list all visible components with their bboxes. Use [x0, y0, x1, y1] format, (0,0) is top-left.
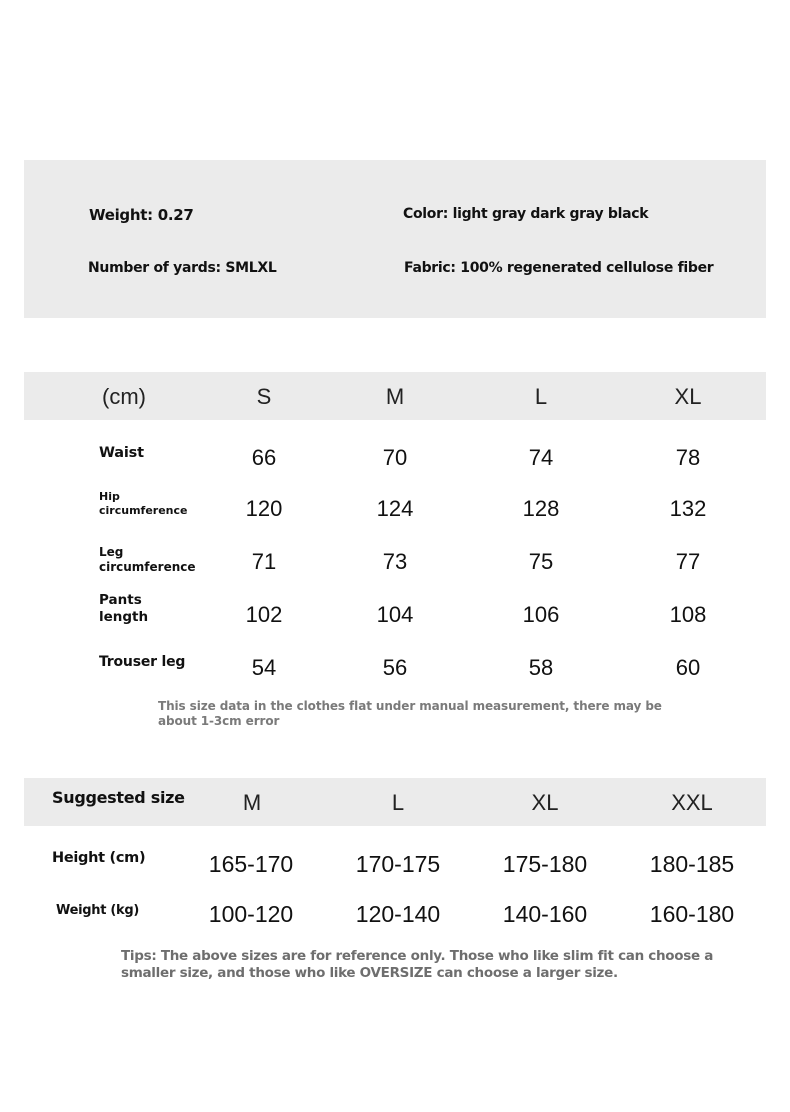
table-cell: 71 — [251, 549, 277, 574]
row-label-line: Pants — [99, 592, 142, 608]
suggest-table-title: Suggested size — [52, 788, 185, 807]
size-col-m: M — [385, 384, 405, 409]
table-cell: 73 — [382, 549, 408, 574]
table-cell: 66 — [251, 445, 277, 470]
table-cell: 70 — [382, 445, 408, 470]
row-label-line: circumference — [99, 560, 196, 574]
suggest-col-l: L — [391, 790, 405, 815]
size-col-xl: XL — [674, 384, 702, 409]
row-label-weight: Weight (kg) — [56, 903, 139, 918]
table-cell: 175-180 — [502, 851, 588, 877]
product-info-panel — [24, 160, 766, 318]
table-cell: 108 — [669, 602, 707, 627]
table-cell: 160-180 — [649, 901, 735, 927]
table-cell: 132 — [669, 496, 707, 521]
size-col-s: S — [256, 384, 272, 409]
table-cell: 120 — [245, 496, 283, 521]
table-cell: 140-160 — [502, 901, 588, 927]
suggest-col-xl: XL — [531, 790, 559, 815]
table-cell: 56 — [382, 655, 408, 680]
table-cell: 60 — [675, 655, 701, 680]
table-cell: 170-175 — [355, 851, 441, 877]
row-label-line: length — [99, 609, 149, 625]
table-cell: 124 — [376, 496, 414, 521]
table-cell: 165-170 — [208, 851, 294, 877]
row-label-height: Height (cm) — [52, 850, 146, 866]
table-cell: 120-140 — [355, 901, 441, 927]
table-cell: 75 — [528, 549, 554, 574]
table-cell: 100-120 — [208, 901, 294, 927]
table-cell: 102 — [245, 602, 283, 627]
tips-line: Tips: The above sizes are for reference only. Those who like slim fit can choose a — [121, 948, 714, 964]
table-cell: 104 — [376, 602, 414, 627]
table-cell: 74 — [528, 445, 554, 470]
suggest-col-m: M — [242, 790, 262, 815]
yards-info: Number of yards: SMLXL — [88, 260, 277, 276]
row-label-leg — [99, 545, 196, 575]
row-label-line: Leg — [99, 545, 124, 559]
table-cell: 78 — [675, 445, 701, 470]
size-table-unit: (cm) — [102, 384, 146, 409]
row-label-hip — [99, 490, 187, 518]
row-label-trouser-leg: Trouser leg — [99, 654, 186, 670]
color-info: Color: light gray dark gray black — [403, 206, 649, 222]
note-line: about 1-3cm error — [158, 714, 280, 728]
note-line: This size data in the clothes flat under manual measurement, there may be — [158, 699, 662, 713]
table-cell: 54 — [251, 655, 277, 680]
tips-line: smaller size, and those who like OVERSIZE can choose a larger size. — [121, 965, 618, 981]
weight-info: Weight: 0.27 — [89, 206, 194, 224]
row-label-line: circumference — [99, 504, 188, 517]
size-tips — [121, 948, 721, 982]
row-label-line: Hip — [99, 490, 120, 503]
row-label-waist: Waist — [99, 445, 144, 461]
table-cell: 77 — [675, 549, 701, 574]
size-col-l: L — [534, 384, 548, 409]
row-label-pants-length — [99, 592, 148, 626]
table-cell: 106 — [522, 602, 560, 627]
fabric-info: Fabric: 100% regenerated cellulose fiber — [404, 260, 714, 276]
measurement-note — [158, 699, 678, 729]
table-cell: 128 — [522, 496, 560, 521]
table-cell: 180-185 — [649, 851, 735, 877]
suggest-col-xxl: XXL — [671, 790, 713, 815]
table-cell: 58 — [528, 655, 554, 680]
